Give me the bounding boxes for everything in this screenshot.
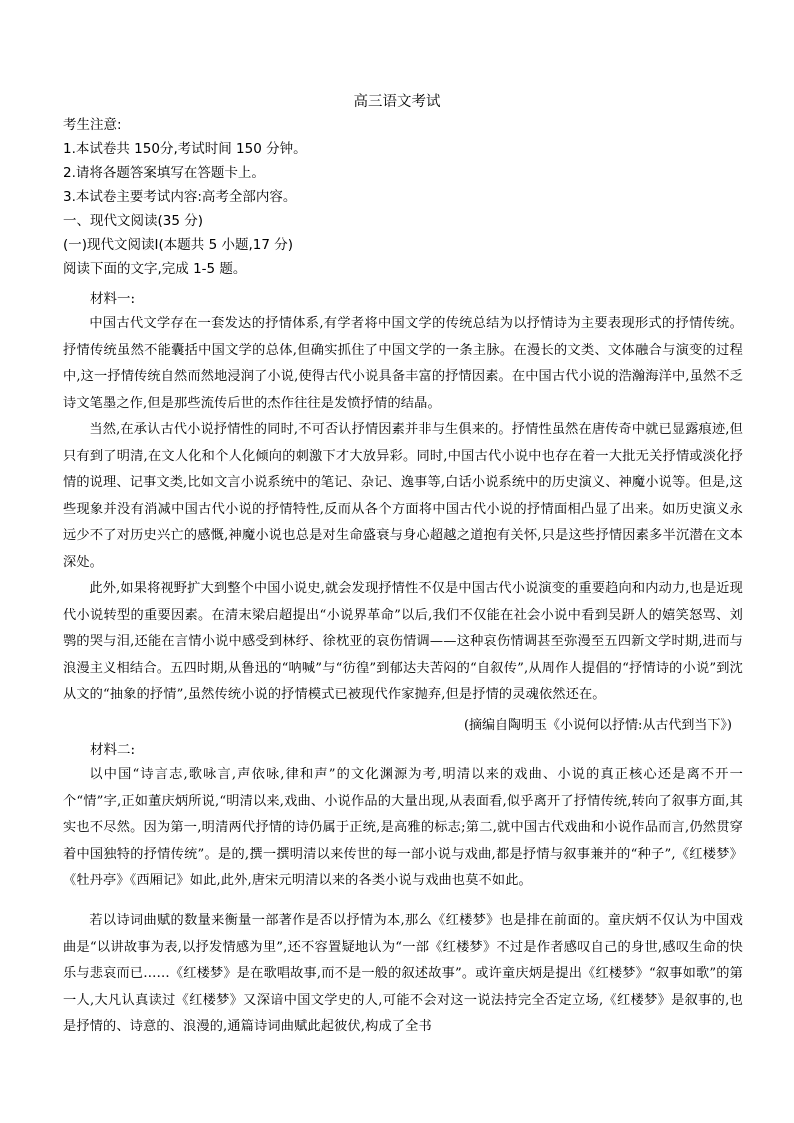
material-one-paragraph: 中国古代文学存在一套发达的抒情体系,有学者将中国文学的传统总结为以抒情诗为主要表现形式的抒情传统。抒情传统虽然不能囊括中国文学的总体,但确实抓住了中国文学的一条主脉。在漫长的文类、文体融合与演变的过程中,这一抒情传统自然而然地浸润了小说,使得古代小说具备丰富的抒情因素。在中国古代小说的浩瀚海洋中,虽然不乏诗文笔墨之作,但是那些流传后世的杰作往往是发愤抒情的结晶。 bbox=[63, 316, 743, 411]
notice-item: 2.请将各题答案填写在答题卡上。 bbox=[63, 165, 265, 181]
notice-item: 1.本试卷共 150分,考试时间 150 分钟。 bbox=[63, 141, 307, 157]
material-one-source: (摘编自陶明玉《小说何以抒情:从古代到当下》) bbox=[463, 718, 732, 733]
material-two-label: 材料二: bbox=[90, 742, 136, 758]
material-two-paragraph: 以中国“诗言志,歌咏言,声依咏,律和声”的文化渊源为考,明清以来的戏曲、小说的真正核心还是离不开一个“情”字,正如董庆炳所说,“明清以来,戏曲、小说作品的大量出现,从表面看,似乎离开了抒情传统,转向了叙事方面,其实也不尽然。因为第一,明清两代抒情的诗仍属于正统,是高雅的标志;第二,就中国古代戏曲和小说作品而言,仍然贯穿着中国独特的抒情传统”。是的,撰一撰明清以来传世的每一部小说与戏曲,都是抒情与叙事兼并的“种子”,《红楼梦》《牡丹亭》《西厢记》如此,此外,唐宋元明清以来的各类小说与戏曲也莫不如此。 bbox=[63, 767, 743, 888]
notice-item: 3.本试卷主要考试内容:高考全部内容。 bbox=[63, 189, 297, 205]
notice-heading: 考生注意: bbox=[63, 117, 122, 133]
material-two-paragraph: 若以诗词曲赋的数量来衡量一部著作是否以抒情为本,那么《红楼梦》也是排在前面的。童庆炳不仅认为中国戏曲是“以讲故事为表,以抒发情感为里”,还不容置疑地认为“一部《红楼梦》不过是作者感叹自己的身世,感叹生命的快乐与悲哀而已……《红楼梦》是在歌唱故事,而不是一般的叙述故事”。或许童庆炳是提出《红楼梦》“叙事如歌”的第一人,大凡认真读过《红楼梦》又深谙中国文学史的人,可能不会对这一说法持完全否定立场,《红楼梦》是叙事的,也是抒情的、诗意的、浪漫的,通篇诗词曲赋此起彼伏,构成了全书 bbox=[63, 913, 743, 1034]
material-one-paragraph: 当然,在承认古代小说抒情性的同时,不可否认抒情因素并非与生俱来的。抒情性虽然在唐传奇中就已显露痕迹,但只有到了明清,在文人化和个人化倾向的刺激下才大放异彩。同时,中国古代小说中也存在着一大批无关抒情或淡化抒情的说理、记事文类,比如文言小说系统中的笔记、杂记、逸事等,白话小说系统中的历史演义、神魔小说等。但是,这些现象并没有消减中国古代小说的抒情特性,反而从各个方面将中国古代小说的抒情面相凸显了出来。如历史演义永远少不了对历史兴亡的感慨,神魔小说也总是对生命盛衰与身心超越之道抱有关怀,只是这些抒情因素多半沉潜在文本深处。 bbox=[63, 422, 743, 570]
material-one-label: 材料一: bbox=[90, 291, 136, 307]
reading-instruction: 阅读下面的文字,完成 1-5 题。 bbox=[63, 261, 247, 277]
section-heading: 一、现代文阅读(35 分) bbox=[63, 213, 204, 229]
page-title: 高三语文考试 bbox=[353, 94, 441, 110]
sub-section-heading: (一)现代文阅读Ⅰ(本题共 5 小题,17 分) bbox=[63, 237, 293, 253]
material-one-paragraph: 此外,如果将视野扩大到整个中国小说史,就会发现抒情性不仅是中国古代小说演变的重要趋向和内动力,也是近现代小说转型的重要因素。在清末梁启超提出“小说界革命”以后,我们不仅能在社会小说中看到吴趼人的嬉笑怒骂、刘鹗的哭与泪,还能在言情小说中感受到林纾、徐枕亚的哀伤情调——这种哀伤情调甚至弥漫至五四新文学时期,进而与浪漫主义相结合。五四时期,从鲁迅的“呐喊”与“彷徨”到郁达夫苦闷的“自叙传”,从周作人提倡的“抒情诗的小说”到沈从文的“抽象的抒情”,虽然传统小说的抒情模式已被现代作家抛弃,但是抒情的灵魂依然还在。 bbox=[63, 581, 743, 702]
